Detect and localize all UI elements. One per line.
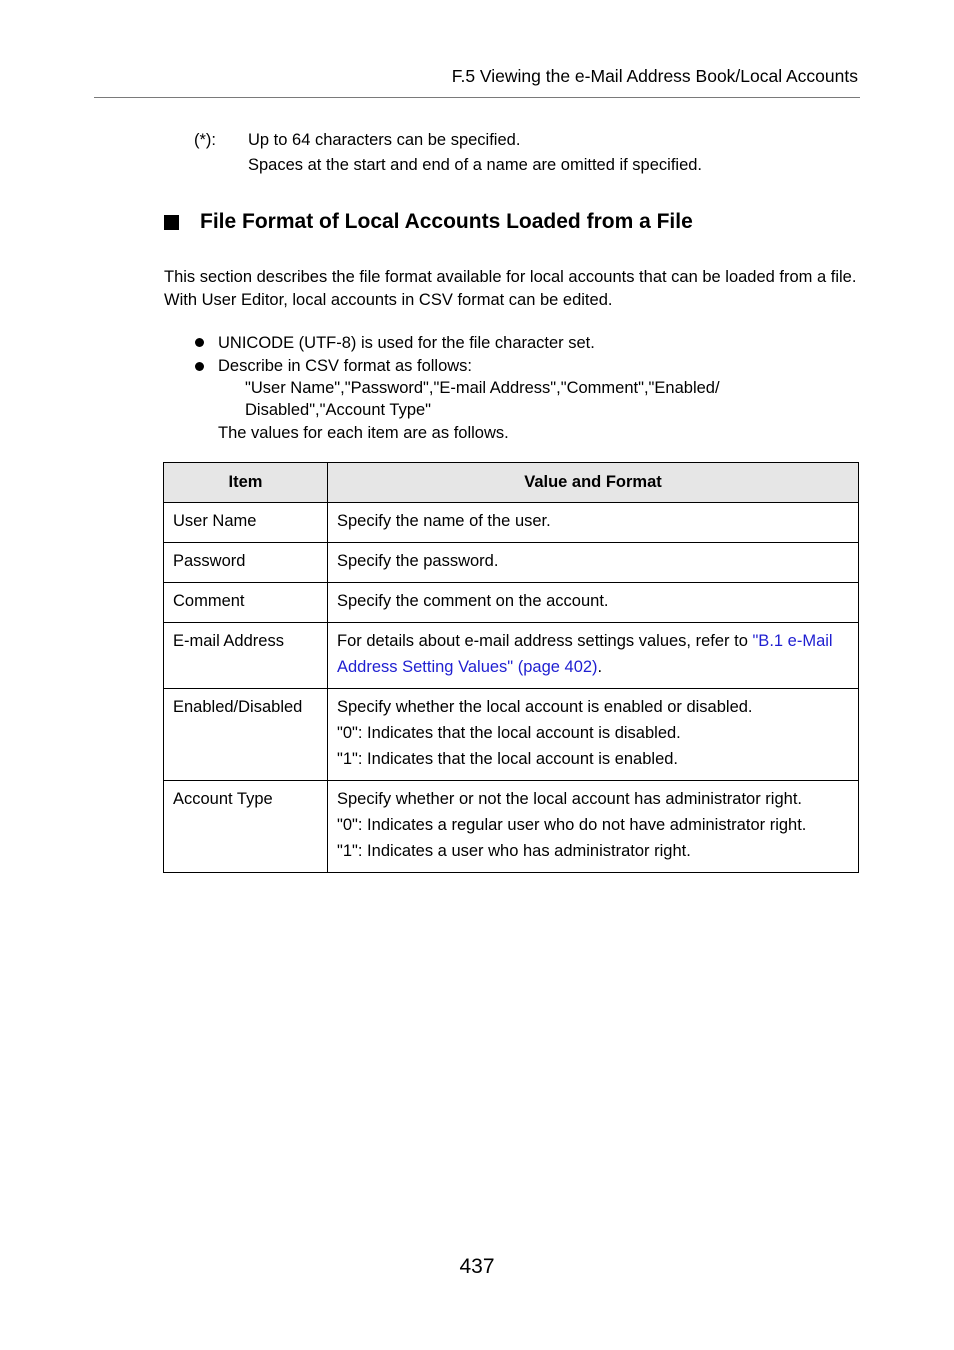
section-title: File Format of Local Accounts Loaded from a File [200, 210, 693, 233]
item-cell: Enabled/Disabled [164, 689, 328, 781]
values-note: The values for each item are as follows. [218, 424, 509, 442]
value-cell [328, 781, 859, 873]
note-line: Up to 64 characters can be specified. [248, 131, 521, 149]
value-line: "1": Indicates that the local account is enabled. [337, 750, 679, 768]
table-row [164, 689, 859, 781]
bullet-item: UNICODE (UTF-8) is used for the file character set. [218, 334, 595, 352]
value-cell [328, 543, 859, 583]
table-row [164, 583, 859, 623]
value-cell [328, 689, 859, 781]
value-line: Specify the password. [337, 552, 499, 570]
column-header-value: Value and Format [328, 463, 859, 503]
intro-text: With User Editor, local accounts in CSV format can be edited. [164, 290, 613, 309]
bullet-icon [195, 338, 204, 347]
table-row [164, 623, 859, 689]
csv-format-line: "User Name","Password","E-mail Address","Comment","Enabled/ [245, 379, 720, 397]
item-cell: Comment [164, 583, 328, 623]
value-line: "0": Indicates a regular user who do not have administrator right. [337, 816, 807, 834]
item-cell: User Name [164, 503, 328, 543]
page-number: 437 [459, 1255, 495, 1278]
value-line: "1": Indicates a user who has administrator right. [337, 842, 691, 860]
value-cell [328, 583, 859, 623]
item-cell: Account Type [164, 781, 328, 873]
value-text-suffix: . [597, 658, 603, 676]
value-line: Specify whether or not the local account has administrator right. [337, 790, 802, 808]
value-line: "0": Indicates that the local account is disabled. [337, 724, 681, 742]
value-line: Specify the name of the user. [337, 512, 551, 530]
table-row [164, 543, 859, 583]
note-line: Spaces at the start and end of a name are omitted if specified. [248, 156, 703, 174]
intro-paragraph [164, 266, 860, 311]
value-cell [328, 623, 859, 689]
bullet-icon [195, 362, 204, 371]
intro-text: This section describes the file format available for local accounts that can be loaded from a file. [164, 268, 857, 286]
item-cell: Password [164, 543, 328, 583]
table-row [164, 503, 859, 543]
value-line: Specify whether the local account is enabled or disabled. [337, 698, 753, 716]
table-header-row [164, 463, 859, 503]
value-text: For details about e-mail address settings values, refer to [337, 632, 753, 650]
value-cell [328, 503, 859, 543]
item-format-table [163, 462, 859, 873]
header-divider [94, 97, 860, 98]
bullet-item: Describe in CSV format as follows: [218, 357, 473, 375]
item-cell: E-mail Address [164, 623, 328, 689]
note-label: (*): [194, 131, 216, 149]
csv-format-line: Disabled","Account Type" [245, 401, 432, 419]
running-header: F.5 Viewing the e-Mail Address Book/Local Accounts [451, 66, 858, 86]
value-line: Specify the comment on the account. [337, 592, 609, 610]
section-marker-square [164, 215, 179, 230]
cross-reference-link[interactable]: "B.1 e-Mail Address Setting Values" (page 402) [337, 632, 833, 676]
column-header-item: Item [164, 463, 328, 503]
table-row [164, 781, 859, 873]
